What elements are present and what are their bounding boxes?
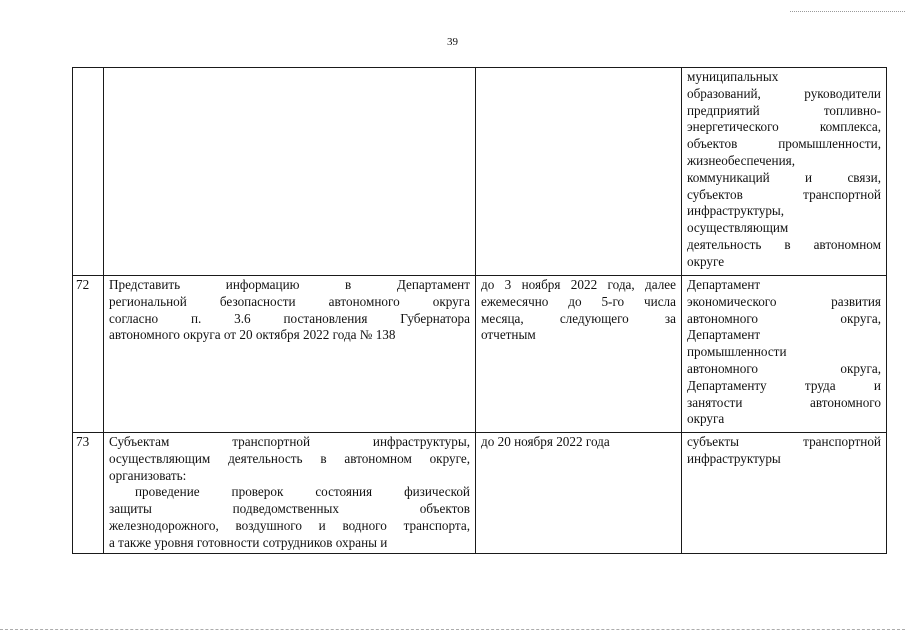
cell-text-line: Департаменту труда и bbox=[687, 377, 881, 393]
scan-edge-top bbox=[790, 11, 905, 14]
page-number: 39 bbox=[447, 36, 458, 48]
cell-text-line: до 3 ноября 2022 года, далее bbox=[481, 277, 676, 292]
cell-text-line: автономного округа, bbox=[687, 360, 881, 376]
cell-text-line: месяца, следующего за bbox=[481, 310, 676, 326]
cell-text-line: защиты подведомственных объектов bbox=[109, 501, 470, 517]
row-number-cell bbox=[73, 276, 104, 433]
cell-text-line: жизнеобеспечения, bbox=[687, 152, 795, 168]
row-number: 73 bbox=[76, 434, 90, 449]
cell-text-line: а также уровня готовности сотрудников охраны и bbox=[109, 534, 388, 550]
cell-text-line: энергетического комплекса, bbox=[687, 119, 881, 135]
cell-text-line: железнодорожного, воздушного и водного транспорта, bbox=[109, 517, 470, 533]
row-number: 72 bbox=[76, 277, 90, 292]
task-cell bbox=[104, 276, 476, 433]
cell-text-line: автономного округа, bbox=[687, 310, 881, 326]
cell-text-line: инфраструктуры, bbox=[687, 203, 785, 219]
cell-text-line: субъекты транспортной bbox=[687, 434, 881, 449]
cell-text-line: осуществляющим bbox=[687, 220, 789, 236]
cell-text-line: деятельность в автономном bbox=[687, 236, 881, 252]
cell-text-line: промышленности bbox=[687, 344, 787, 360]
cell-text-line: до 20 ноября 2022 года bbox=[481, 434, 610, 449]
cell-text-line: Департамент bbox=[687, 277, 761, 292]
cell-text-line: занятости автономного bbox=[687, 394, 881, 410]
cell-text-line: муниципальных bbox=[687, 69, 779, 84]
deadline-cell bbox=[476, 276, 682, 433]
cell-text-line: ежемесячно до 5-го числа bbox=[481, 293, 676, 309]
cell-text-line: осуществляющим деятельность в автономном округе, bbox=[109, 450, 470, 466]
responsible-cell bbox=[682, 68, 887, 276]
cell-text-line: согласно п. 3.6 постановления Губернатора bbox=[109, 310, 470, 326]
cell-text-line: Субъектам транспортной инфраструктуры, bbox=[109, 434, 470, 449]
cell-text-line: Представить информацию в Департамент bbox=[109, 277, 470, 292]
table-row bbox=[73, 68, 887, 276]
responsible-cell bbox=[682, 276, 887, 433]
cell-text-line: отчетным bbox=[481, 327, 536, 343]
cell-text-line: экономического развития bbox=[687, 293, 881, 309]
cell-text-line: проведение проверок состояния физической bbox=[135, 484, 470, 500]
cell-text-line: округа bbox=[687, 411, 725, 427]
scan-edge-bottom bbox=[0, 629, 905, 633]
cell-text-line: автономного округа от 20 октября 2022 года № 138 bbox=[109, 327, 396, 343]
responsible-cell bbox=[682, 433, 887, 554]
cell-text-line: округе bbox=[687, 253, 725, 269]
task-cell bbox=[104, 68, 476, 276]
table-row bbox=[73, 433, 887, 554]
deadline-cell bbox=[476, 433, 682, 554]
row-number-cell bbox=[73, 433, 104, 554]
cell-text-line: организовать: bbox=[109, 467, 187, 483]
table-row bbox=[73, 276, 887, 433]
cell-text-line: образований, руководители bbox=[687, 85, 881, 101]
cell-text-line: объектов промышленности, bbox=[687, 136, 881, 152]
document-table bbox=[72, 67, 887, 554]
cell-text-line: Департамент bbox=[687, 327, 761, 343]
cell-text-line: субъектов транспортной bbox=[687, 186, 881, 202]
cell-text-line: региональной безопасности автономного округа bbox=[109, 293, 470, 309]
row-number-cell bbox=[73, 68, 104, 276]
task-cell bbox=[104, 433, 476, 554]
cell-text-line: коммуникаций и связи, bbox=[687, 169, 881, 185]
deadline-cell bbox=[476, 68, 682, 276]
cell-text-line: инфраструктуры bbox=[687, 450, 781, 466]
cell-text-line: предприятий топливно- bbox=[687, 102, 881, 118]
